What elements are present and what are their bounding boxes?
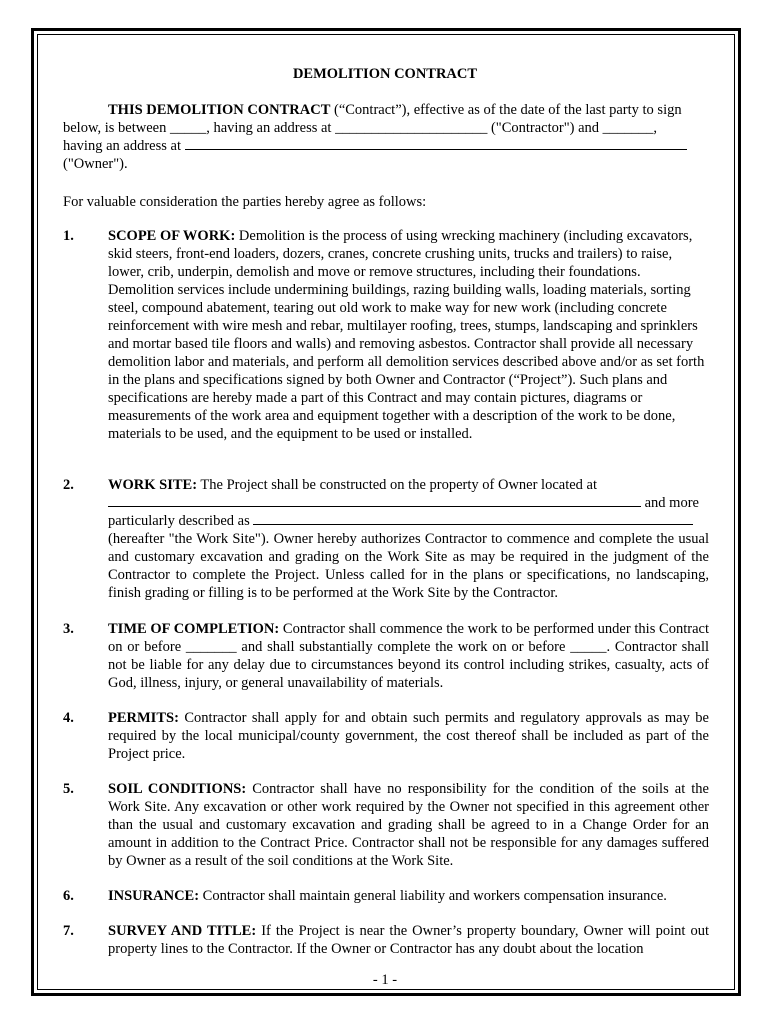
section-number: 7. <box>63 923 74 939</box>
document-title: DEMOLITION CONTRACT <box>292 66 478 82</box>
work-site-line-2-tail: and more <box>641 495 699 511</box>
section-heading: SCOPE OF WORK: <box>108 228 236 244</box>
intro-line-1 <box>63 101 709 119</box>
section-insurance <box>63 887 709 905</box>
section-soil-conditions <box>63 780 709 870</box>
section-body <box>108 709 709 763</box>
intro-line-4: ("Owner"). <box>63 156 128 172</box>
section-time-of-completion <box>63 620 709 692</box>
intro-line-3 <box>63 137 709 155</box>
work-site-line-1-text: The Project shall be constructed on the property of Owner located at <box>197 477 598 493</box>
section-number: 3. <box>63 621 74 637</box>
section-body <box>108 780 709 870</box>
section-heading: PERMITS: <box>108 710 179 726</box>
property-location-blank <box>108 494 641 507</box>
section-text: Contractor shall apply for and obtain such permits and regulatory approvals as may be required by the local municipal/county government, the cost thereof shall be included as part of the Project price. <box>108 710 709 762</box>
section-number: 2. <box>63 477 74 493</box>
intro-paragraph <box>63 101 709 173</box>
section-text: Contractor shall maintain general liability and workers compensation insurance. <box>199 888 667 904</box>
section-scope-of-work <box>63 227 709 443</box>
section-heading: INSURANCE: <box>108 888 200 904</box>
property-description-blank <box>253 512 693 525</box>
work-site-line-3-pre: particularly described as <box>108 513 254 529</box>
page-number: - 1 - <box>372 972 398 988</box>
section-heading: WORK SITE: <box>108 477 198 493</box>
section-permits <box>63 709 709 763</box>
consideration-paragraph: For valuable consideration the parties hereby agree as follows: <box>63 194 427 210</box>
work-site-text: (hereafter "the Work Site"). Owner hereby authorizes Contractor to commence and complete the usual and customary excavation and grading on the Work Site as may be required in the judgment of the Contractor to complete the Project. Unless called for in the plans or specifications, no landscaping, finish grading or filling is to be performed at the Work Site by the Contractor. <box>108 531 709 601</box>
section-number: 1. <box>63 228 74 244</box>
section-number: 6. <box>63 888 74 904</box>
section-text: If the Project is near the Owner’s property boundary, Owner will point out property lines to the Contractor. If the Owner or Contractor has any doubt about the location <box>108 923 709 957</box>
section-body <box>108 922 709 958</box>
intro-line-2: below, is between _____, having an address at _____________________ ("Contractor") and _______, <box>63 120 658 136</box>
section-number: 5. <box>63 781 74 797</box>
section-survey-and-title <box>63 922 709 958</box>
section-number: 4. <box>63 710 74 726</box>
section-body <box>108 887 709 905</box>
section-heading: TIME OF COMPLETION: <box>108 621 280 637</box>
section-heading: SURVEY AND TITLE: <box>108 923 257 939</box>
section-text: Contractor shall commence the work to be performed under this Contract on or before _______ and shall substantially complete the work on or before _____. Contractor shall not be liable for any delay due to circumstances beyond its control including strikes, casualty, acts of God, illness, injury, or general unavailability of materials. <box>108 621 709 691</box>
work-site-line-3 <box>108 512 709 530</box>
work-site-line-2 <box>108 494 709 512</box>
intro-line-1-rest: (“Contract”), effective as of the date of the last party to sign <box>330 102 682 118</box>
intro-line-3-pre: having an address at <box>63 138 185 154</box>
section-text: Demolition is the process of using wrecking machinery (including excavators, skid steers, front-end loaders, dozers, cranes, concrete crushing units, trucks and trailers) to raise, lower, crib, underpin, demolish and move or remove structures, including their foundations. Demolition services include undermining buildings, razing building walls, loading materials, sorting steel, compound abatement, tearing out old work to make way for new work (including concrete reinforcement with wire mesh and rebar, multilayer roofing, trees, stumps, landscaping and sprinklers and mortar based tile floors and walls) and removing asbestos. Contractor shall provide all necessary demolition labor and materials, and perform all demolition services described above and/or as set forth in the plans and specifications signed by both Owner and Contractor (“Project”). Such plans and specifications are hereby made a part of this Contract and may contain pictures, diagrams or measurements of the work area and equipment together with a description of the work to be done, materials to be used, and the equipment to be used or installed. <box>108 228 705 442</box>
section-body <box>108 620 709 692</box>
work-site-line-1 <box>108 476 709 494</box>
section-heading: SOIL CONDITIONS: <box>108 781 247 797</box>
owner-address-blank <box>185 137 687 150</box>
section-body <box>108 227 709 443</box>
section-body <box>108 476 709 602</box>
section-work-site <box>63 476 709 602</box>
section-text: Contractor shall have no responsibility for the condition of the soils at the Work Site. Any excavation or other work required by the Owner not specified in this agreement other than the usual and customary excavation and grading shall be agreed to in a Change Order for an amount in addition to the Contract Price. Contractor shall not be responsible for any damages suffered by Owner as a result of the soil conditions at the Work Site. <box>108 781 709 869</box>
intro-lead: THIS DEMOLITION CONTRACT <box>108 102 331 118</box>
